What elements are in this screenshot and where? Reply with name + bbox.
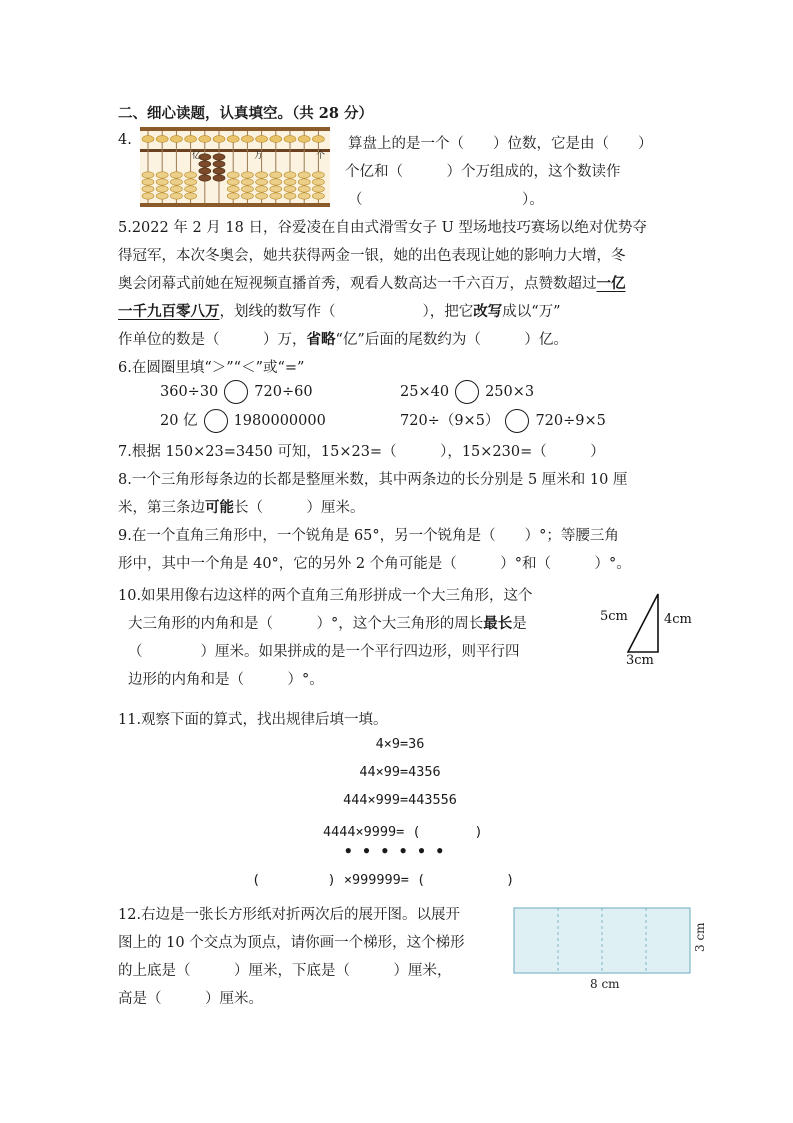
- q12-line2: 图上的 10 个交点为顶点，请你画一个梯形，这个梯形: [118, 935, 465, 951]
- rect-height-label: 3 cm: [693, 922, 707, 952]
- abacus-bead: [185, 172, 197, 178]
- q5-underlined-number-a: 一亿: [596, 275, 626, 292]
- folded-rectangle-figure: [510, 900, 714, 992]
- abacus-bead: [270, 186, 282, 192]
- q5-line4: [118, 300, 561, 321]
- q10-line3: （ ）厘米。如果拼成的是一个平行四边形，则平行四: [128, 644, 520, 660]
- abacus-bead: [156, 186, 168, 192]
- q12-line1: 12.右边是一张长方形纸对折两次后的展开图。以展开: [118, 907, 461, 923]
- abacus-bead: [270, 172, 282, 178]
- abacus-bead: [256, 136, 268, 143]
- abacus-bead: [227, 172, 239, 178]
- abacus-bead: [227, 186, 239, 192]
- abacus-bead: [170, 186, 182, 192]
- abacus-bead: [270, 136, 282, 143]
- abacus-bead: [213, 161, 225, 167]
- q10-line2-bold: 最长: [483, 615, 513, 632]
- q5-line5-text-a: 作单位的数是（ ）万，: [118, 332, 307, 348]
- q6-circle-4[interactable]: [505, 409, 529, 433]
- abacus-bead: [256, 186, 268, 192]
- abacus-bead: [199, 175, 211, 181]
- abacus-bead: [185, 193, 197, 199]
- abacus-bead: [156, 136, 168, 143]
- q8-line2-bold: 可能: [205, 499, 234, 516]
- abacus-label-ge: 个: [316, 151, 326, 161]
- q6-circle-3[interactable]: [204, 409, 228, 433]
- abacus-bead: [142, 179, 154, 185]
- abacus-bead: [298, 193, 310, 199]
- q4-number: 4.: [118, 132, 132, 148]
- abacus-bead: [156, 179, 168, 185]
- q8-line2-text-b: 长（ ）厘米。: [234, 500, 365, 516]
- abacus-bead: [185, 179, 197, 185]
- q9-line2: 形中，其中一个角是 40°，它的另外 2 个角可能是（ ）°和（ ）°。: [118, 556, 631, 572]
- abacus-bead: [256, 172, 268, 178]
- abacus-image: [140, 127, 330, 207]
- q5-line1: 5.2022 年 2 月 18 日，谷爱凌在自由式滑雪女子 U 型场地技巧赛场以绝对优势夺: [118, 220, 647, 236]
- abacus-bead: [170, 172, 182, 178]
- abacus-bead: [213, 175, 225, 181]
- abacus-bead: [170, 193, 182, 199]
- abacus-bead: [185, 186, 197, 192]
- q11-eq1: 4×9=36: [375, 736, 425, 752]
- abacus-bead: [142, 172, 154, 178]
- q6-row1-left: [160, 380, 313, 404]
- q10-line4: 边形的内角和是（ ）°。: [128, 672, 324, 688]
- abacus-bead: [156, 193, 168, 199]
- q5-line2: 得冠军，本次冬奥会，她共获得两金一银，她的出色表现让她的影响力大增，冬: [118, 248, 626, 264]
- abacus-bead: [298, 172, 310, 178]
- q12-line4: 高是（ ）厘米。: [118, 991, 263, 1007]
- abacus-bead: [199, 136, 211, 143]
- triangle-side-label: 4cm: [664, 612, 692, 627]
- q8-line1: 8.一个三角形每条边的长都是整厘米数，其中两条边的长分别是 5 厘米和 10 厘: [118, 472, 628, 488]
- q6-r2a-left: 20 亿: [160, 413, 198, 429]
- q6-title: 6.在圆圈里填“＞”“＜”或“=”: [118, 360, 305, 376]
- q11-eq5: ( ) ×999999= ( ): [252, 872, 515, 888]
- q5-line4-bold: 改写: [473, 303, 503, 320]
- abacus-bead: [199, 168, 211, 174]
- abacus-bead: [312, 193, 324, 199]
- q11-eq3: 444×999=443556: [343, 792, 457, 808]
- abacus-bead: [284, 186, 296, 192]
- abacus-bead: [284, 179, 296, 185]
- abacus-bead: [227, 193, 239, 199]
- abacus-bead: [298, 186, 310, 192]
- q6-r2b-left: 720÷（9×5）: [400, 413, 500, 429]
- q11-title: 11.观察下面的算式，找出规律后填一填。: [118, 712, 388, 728]
- rect-width-label: 8 cm: [590, 977, 620, 991]
- q10-line1: 10.如果用像右边这样的两个直角三角形拼成一个大三角形，这个: [118, 588, 533, 604]
- abacus-bead: [270, 179, 282, 185]
- right-triangle-figure: [598, 586, 698, 668]
- q6-r1b-left: 25×40: [400, 384, 450, 400]
- abacus-bead: [199, 161, 211, 167]
- abacus-bead: [284, 136, 296, 143]
- q5-line3-text: 奥会闭幕式前她在短视频直播首秀，观看人数高达一千六百万，点赞数超过: [118, 276, 597, 292]
- abacus-bead: [142, 136, 154, 143]
- abacus-bead: [241, 172, 253, 178]
- abacus-bead: [256, 193, 268, 199]
- abacus-bead: [241, 136, 253, 143]
- q5-line4-text-a: ，划线的数写作（ ），把它: [219, 304, 474, 320]
- q7-line: 7.根据 150×23=3450 可知，15×23=（ ），15×230=（ ）: [118, 444, 605, 460]
- abacus-bead: [312, 186, 324, 192]
- q4-line2: 个亿和（ ）个万组成的，这个数读作: [345, 164, 621, 180]
- q8-line2-text-a: 米，第三条边: [118, 500, 205, 516]
- abacus-bead: [185, 136, 197, 143]
- abacus-bead: [227, 136, 239, 143]
- abacus-bead: [170, 136, 182, 143]
- q4-line1: 算盘上的是一个（ ）位数，它是由（ ）: [348, 136, 653, 152]
- abacus-bead: [284, 193, 296, 199]
- abacus-bead: [170, 179, 182, 185]
- abacus-bead: [312, 179, 324, 185]
- abacus-bead: [312, 172, 324, 178]
- abacus-bead: [298, 136, 310, 143]
- abacus-bead: [142, 186, 154, 192]
- q5-line5: [118, 328, 568, 349]
- q5-line5-bold: 省略: [306, 331, 336, 348]
- q8-line2: [118, 496, 365, 517]
- triangle-base-label: 3cm: [626, 653, 654, 668]
- abacus-frame-bottom: [140, 203, 330, 207]
- abacus-bead: [256, 179, 268, 185]
- q5-line5-text-b: “亿”后面的尾数约为（ ）亿。: [335, 332, 568, 348]
- abacus-bead: [312, 136, 324, 143]
- q6-circle-2[interactable]: [455, 380, 479, 404]
- triangle-hyp-label: 5cm: [600, 609, 628, 624]
- abacus-bead: [241, 193, 253, 199]
- abacus-label-yi: 亿: [192, 151, 202, 161]
- abacus-bead: [241, 186, 253, 192]
- q6-circle-1[interactable]: [224, 380, 248, 404]
- abacus-label-wan: 万: [254, 151, 264, 161]
- q4-line3: （ ）。: [348, 192, 544, 208]
- section-title: 二、细心读题，认真填空。（共 28 分）: [118, 105, 374, 122]
- abacus-bead: [156, 172, 168, 178]
- right-triangle-shape: [628, 594, 658, 652]
- abacus-beam: [140, 149, 330, 152]
- q10-line2-text-b: 是: [512, 616, 527, 632]
- q11-dots: • • • • • •: [343, 843, 447, 860]
- q5-line3: [118, 272, 626, 293]
- q11-eq4: 4444×9999= ( ): [323, 824, 483, 840]
- abacus-bead: [227, 179, 239, 185]
- q5-line4-text-b: 成以“万”: [502, 304, 561, 320]
- q6-r1a-right: 720÷60: [254, 384, 313, 400]
- q6-r1a-left: 360÷30: [160, 384, 219, 400]
- q11-eq2: 44×99=4356: [359, 764, 441, 780]
- abacus-bead: [142, 193, 154, 199]
- abacus-bead: [298, 179, 310, 185]
- q5-underlined-number-b: 一千九百零八万: [118, 303, 220, 320]
- q6-row1-right: [400, 380, 534, 404]
- abacus-frame-top: [140, 127, 330, 131]
- q12-line3: 的上底是（ ）厘米，下底是（ ）厘米，: [118, 963, 452, 979]
- abacus-bead: [213, 136, 225, 143]
- q6-r2a-right: 1980000000: [233, 413, 326, 429]
- abacus-bead: [241, 179, 253, 185]
- q6-r1b-right: 250×3: [485, 384, 535, 400]
- q6-r2b-right: 720÷9×5: [535, 413, 606, 429]
- q6-row2-right: [400, 409, 606, 433]
- abacus-bead: [270, 193, 282, 199]
- abacus-bead: [284, 172, 296, 178]
- q10-line2: [128, 612, 527, 633]
- q6-row2-left: [160, 409, 326, 433]
- abacus-bead: [213, 168, 225, 174]
- q10-line2-text-a: 大三角形的内角和是（ ）°，这个大三角形的周长: [128, 616, 484, 632]
- q9-line1: 9.在一个直角三角形中，一个锐角是 65°，另一个锐角是（ ）°；等腰三角: [118, 528, 619, 544]
- abacus-bead: [213, 154, 225, 160]
